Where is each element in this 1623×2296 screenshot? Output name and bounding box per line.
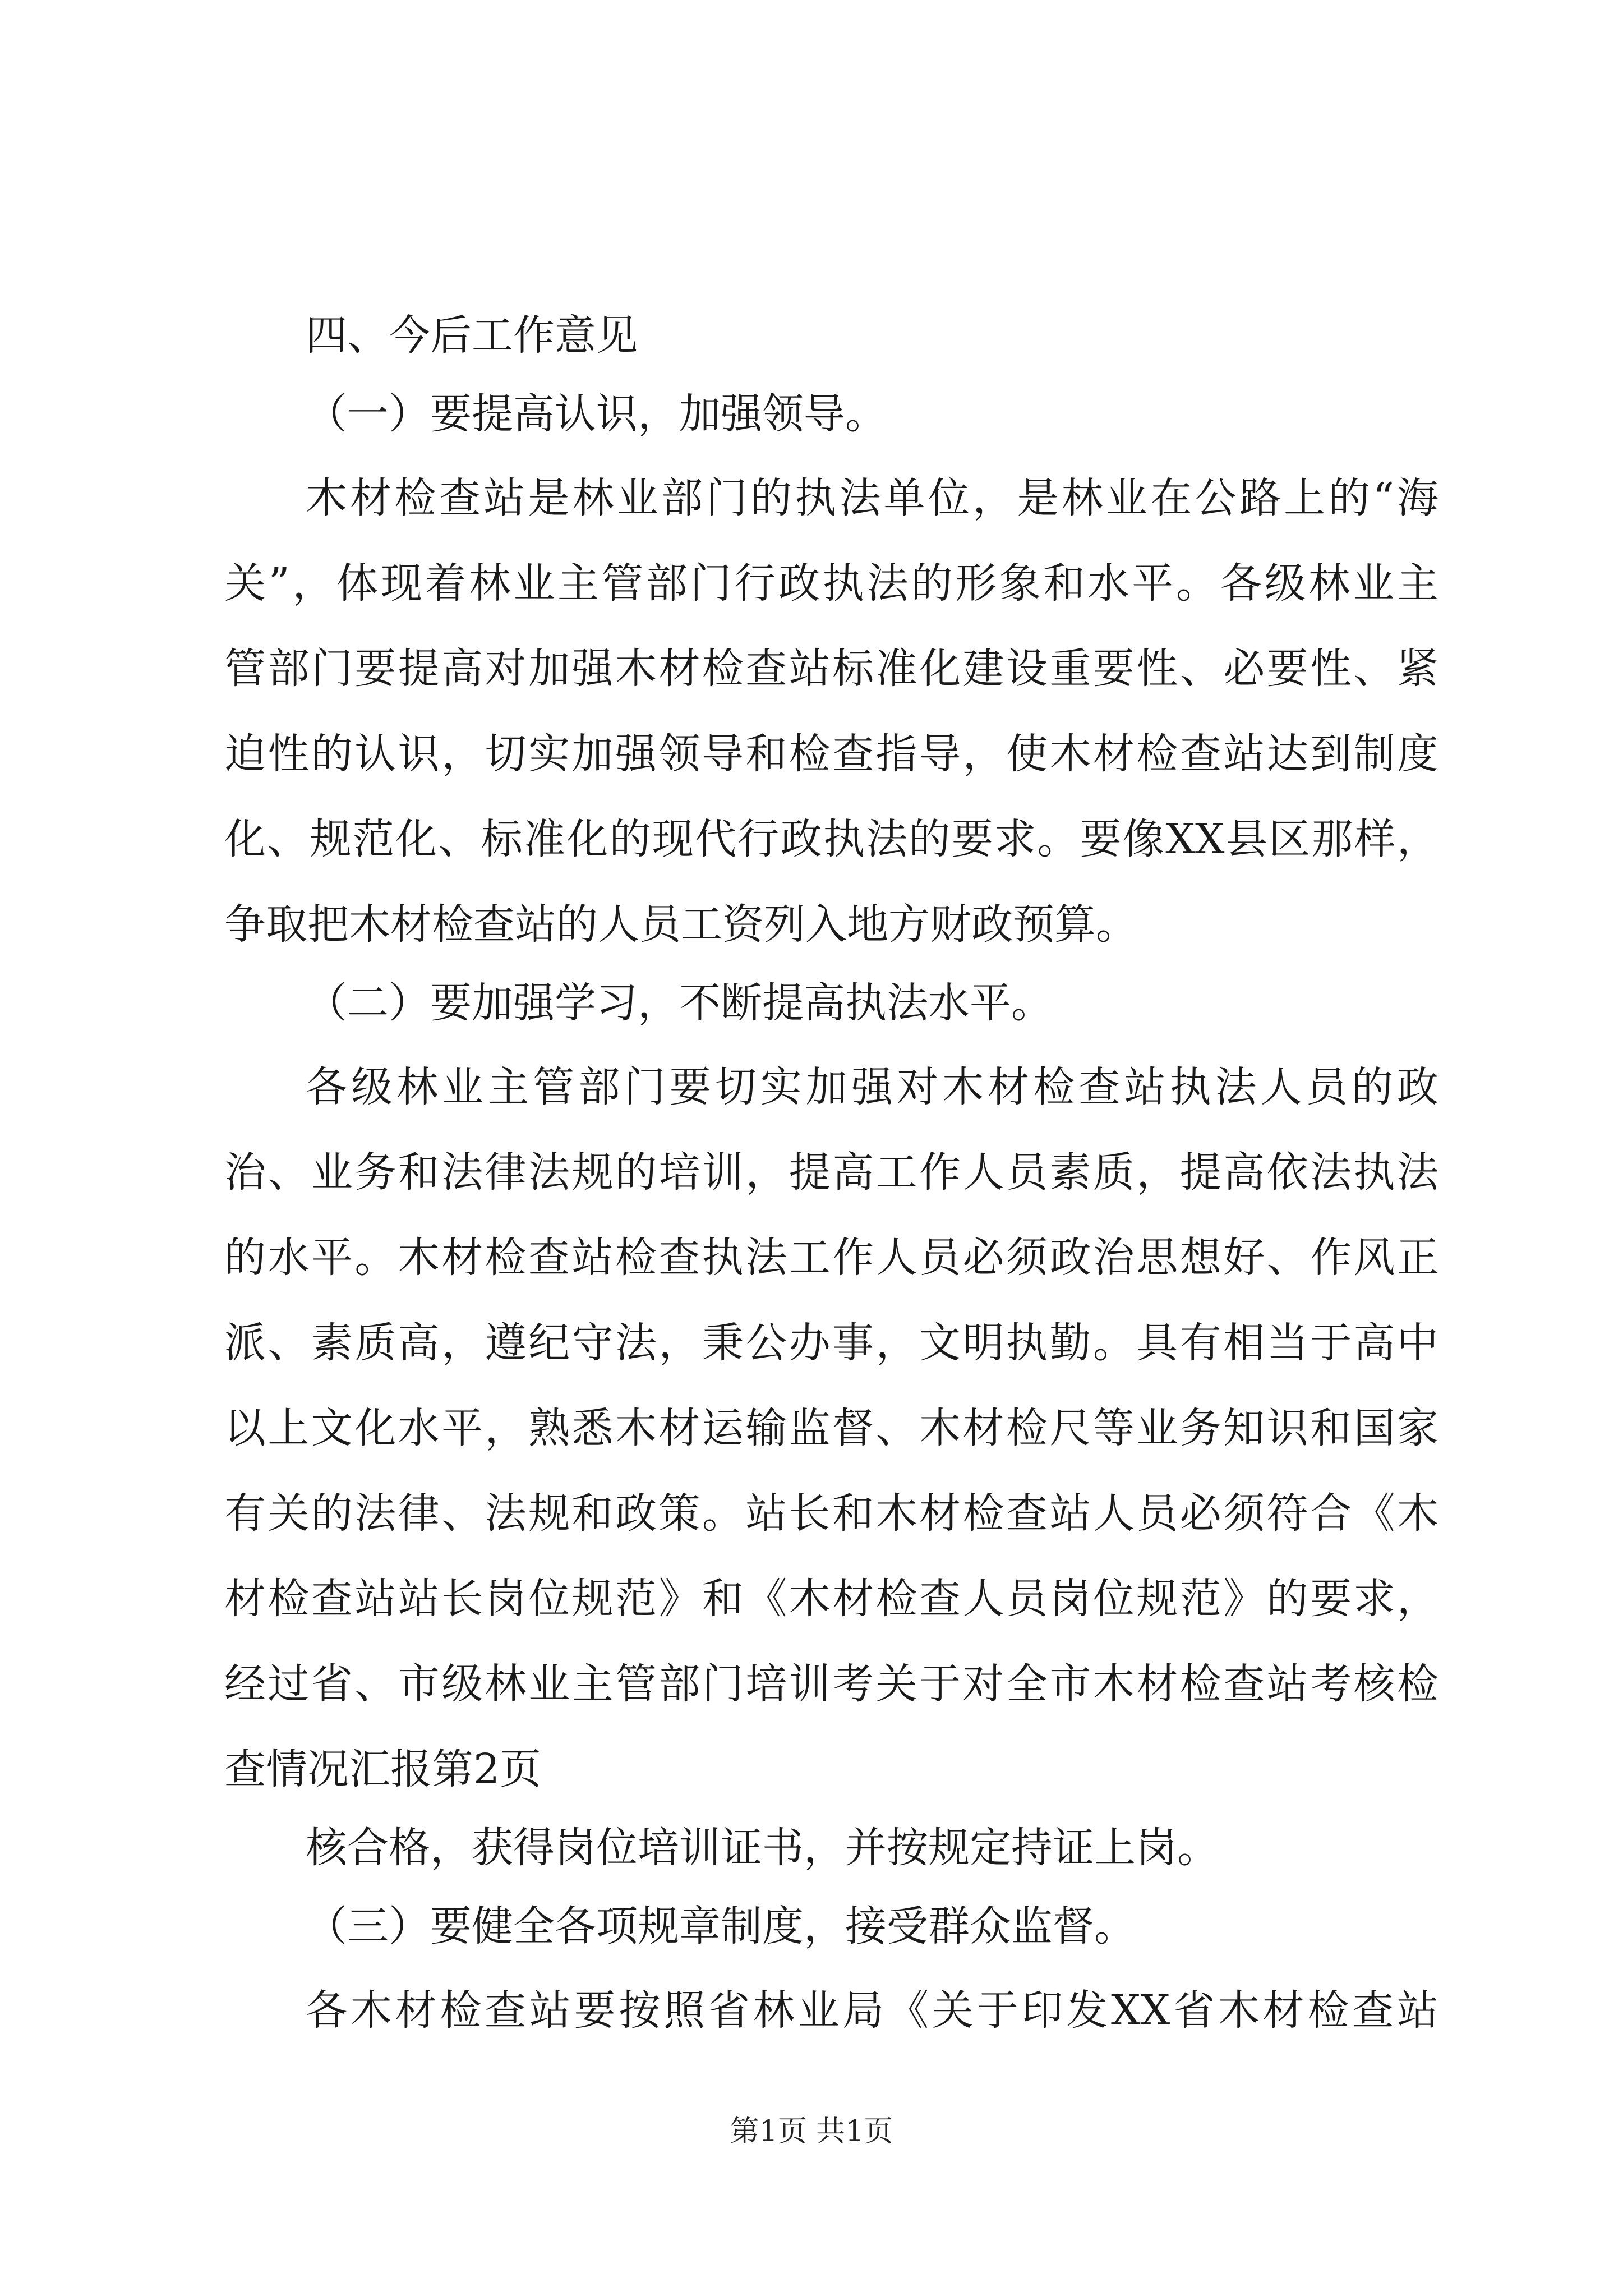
section-heading: 四、今后工作意见 [306, 311, 638, 360]
paragraph-line: 争取把木材检查站的人员工资列入地方财政预算。 [224, 900, 1137, 949]
paragraph-line: 的水平。木材检查站检查执法工作人员必须政治思想好、作风正 [224, 1234, 1438, 1282]
paragraph-line: 派、素质高，遵纪守法，秉公办事，文明执勤。具有相当于高中 [224, 1319, 1438, 1367]
paragraph-line: 查情况汇报第2页 [224, 1745, 542, 1793]
paragraph-line: 迫性的认识，切实加强领导和检查指导，使木材检查站达到制度 [224, 730, 1438, 778]
subsection-heading: （三）要健全各项规章制度，接受群众监督。 [306, 1902, 1136, 1950]
paragraph-line: 经过省、市级林业主管部门培训考关于对全市木材检查站考核检 [224, 1660, 1438, 1708]
paragraph-line: 各木材检查站要按照省林业局《关于印发XX省木材检查站 [306, 1986, 1438, 2035]
paragraph-line: 核合格，获得岗位培训证书，并按规定持证上岗。 [306, 1824, 1219, 1872]
paragraph-line: 各级林业主管部门要切实加强对木材检查站执法人员的政 [306, 1063, 1438, 1111]
paragraph-line: 木材检查站是林业部门的执法单位，是林业在公路上的“海 [306, 474, 1438, 522]
subsection-heading: （二）要加强学习，不断提高执法水平。 [306, 979, 1053, 1027]
page-footer: 第1页 共1页 [730, 2115, 893, 2148]
paragraph-line: 有关的法律、法规和政策。站长和木材检查站人员必须符合《木 [224, 1489, 1438, 1538]
paragraph-line: 材检查站站长岗位规范》和《木材检查人员岗位规范》的要求， [224, 1575, 1438, 1623]
paragraph-line: 治、业务和法律法规的培训，提高工作人员素质，提高依法执法 [224, 1148, 1438, 1197]
paragraph-line: 化、规范化、标准化的现代行政执法的要求。要像XX县区那样， [224, 815, 1438, 863]
paragraph-line: 关”，体现着林业主管部门行政执法的形象和水平。各级林业主 [224, 559, 1438, 608]
paragraph-line: 以上文化水平，熟悉木材运输监督、木材检尺等业务知识和国家 [224, 1404, 1438, 1452]
subsection-heading: （一）要提高认识，加强领导。 [306, 390, 887, 438]
paragraph-line: 管部门要提高对加强木材检查站标准化建设重要性、必要性、紧 [224, 645, 1438, 693]
